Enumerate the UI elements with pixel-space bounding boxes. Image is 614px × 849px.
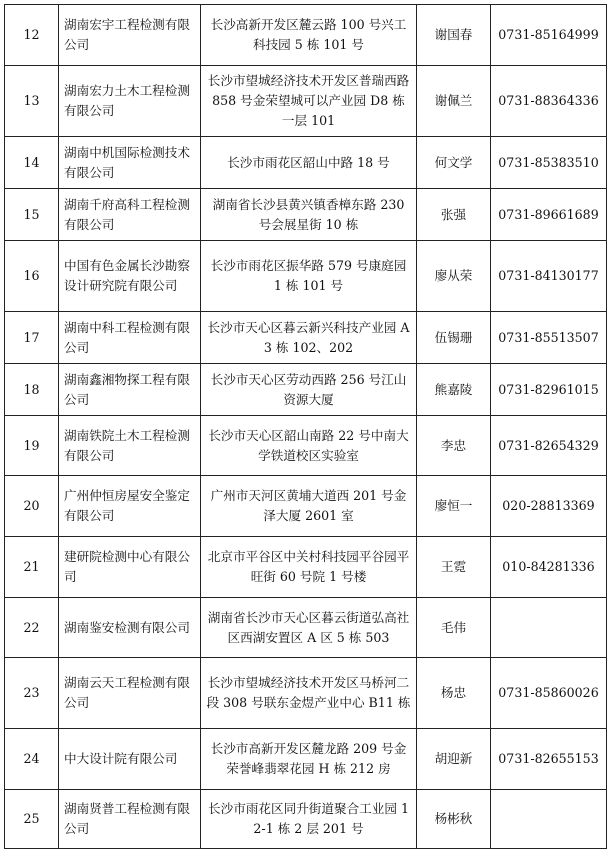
row-number: 25 <box>5 790 59 849</box>
phone-number: 0731-85383510 <box>491 137 607 189</box>
agency-name: 湖南中机国际检测技术有限公司 <box>59 137 201 189</box>
agency-address: 广州市天河区黄埔大道西 201 号金泽大厦 2601 室 <box>201 476 417 537</box>
phone-number <box>491 598 607 658</box>
phone-number: 0731-82961015 <box>491 364 607 416</box>
row-number: 18 <box>5 364 59 416</box>
agency-address: 长沙市天心区劳动西路 256 号江山资源大厦 <box>201 364 417 416</box>
row-number: 17 <box>5 312 59 364</box>
table-row <box>5 137 607 189</box>
table-row <box>5 364 607 416</box>
table-row <box>5 729 607 790</box>
agency-address: 长沙市天心区暮云新兴科技产业园 A3 栋 102、202 <box>201 312 417 364</box>
row-number: 22 <box>5 598 59 658</box>
contact-person: 杨彬秋 <box>417 790 491 849</box>
agency-address: 湖南省长沙市天心区暮云街道弘高社区西湖安置区 A 区 5 栋 503 <box>201 598 417 658</box>
phone-number: 0731-88364336 <box>491 66 607 137</box>
agency-address: 长沙市雨花区振华路 579 号康庭园 1 栋 101 号 <box>201 241 417 312</box>
row-number: 19 <box>5 416 59 476</box>
agency-name: 湖南千府高科工程检测有限公司 <box>59 189 201 241</box>
agency-name: 湖南云天工程检测有限公司 <box>59 658 201 729</box>
contact-person: 杨忠 <box>417 658 491 729</box>
agency-name: 广州仲恒房屋安全鉴定有限公司 <box>59 476 201 537</box>
row-number: 12 <box>5 5 59 66</box>
contact-person: 廖从荣 <box>417 241 491 312</box>
agency-address: 长沙市雨花区同升街道聚合工业园 12-1 栋 2 层 201 号 <box>201 790 417 849</box>
phone-number: 0731-85860026 <box>491 658 607 729</box>
contact-person: 胡迎新 <box>417 729 491 790</box>
testing-agency-table <box>4 4 607 849</box>
phone-number: 010-84281336 <box>491 537 607 598</box>
phone-number: 0731-82655153 <box>491 729 607 790</box>
row-number: 13 <box>5 66 59 137</box>
contact-person: 何文学 <box>417 137 491 189</box>
table-row <box>5 658 607 729</box>
agency-name: 中大设计院有限公司 <box>59 729 201 790</box>
contact-person: 伍锡珊 <box>417 312 491 364</box>
agency-address: 长沙市雨花区韶山中路 18 号 <box>201 137 417 189</box>
agency-name: 湖南贤普工程检测有限公司 <box>59 790 201 849</box>
agency-address: 长沙市望城经济技术开发区普瑞西路 858 号金荣望城可以产业园 D8 栋一层 101 <box>201 66 417 137</box>
table-row <box>5 66 607 137</box>
agency-address: 湖南省长沙县黄兴镇香樟东路 230 号会展星街 10 栋 <box>201 189 417 241</box>
row-number: 16 <box>5 241 59 312</box>
agency-name: 湖南宏力土木工程检测有限公司 <box>59 66 201 137</box>
contact-person: 廖恒一 <box>417 476 491 537</box>
phone-number: 0731-89661689 <box>491 189 607 241</box>
row-number: 20 <box>5 476 59 537</box>
agency-address: 长沙市高新开发区麓龙路 209 号金荣誉峰翡翠花园 H 栋 212 房 <box>201 729 417 790</box>
phone-number: 0731-85164999 <box>491 5 607 66</box>
agency-name: 湖南宏宇工程检测有限公司 <box>59 5 201 66</box>
table-row <box>5 189 607 241</box>
phone-number: 0731-85513507 <box>491 312 607 364</box>
table-body <box>5 5 607 849</box>
table-row <box>5 5 607 66</box>
agency-address: 北京市平谷区中关村科技园平谷园平旺街 60 号院 1 号楼 <box>201 537 417 598</box>
agency-address: 长沙高新开发区麓云路 100 号兴工科技园 5 栋 101 号 <box>201 5 417 66</box>
agency-name: 湖南鑫湘物探工程有限公司 <box>59 364 201 416</box>
contact-person: 李忠 <box>417 416 491 476</box>
row-number: 23 <box>5 658 59 729</box>
contact-person: 毛伟 <box>417 598 491 658</box>
phone-number: 020-28813369 <box>491 476 607 537</box>
table-row <box>5 416 607 476</box>
agency-address: 长沙市天心区韶山南路 22 号中南大学铁道校区实验室 <box>201 416 417 476</box>
agency-name: 建研院检测中心有限公司 <box>59 537 201 598</box>
phone-number: 0731-84130177 <box>491 241 607 312</box>
contact-person: 谢国春 <box>417 5 491 66</box>
row-number: 14 <box>5 137 59 189</box>
table-row <box>5 537 607 598</box>
row-number: 21 <box>5 537 59 598</box>
agency-name: 湖南中科工程检测有限公司 <box>59 312 201 364</box>
agency-name: 湖南铁院土木工程检测有限公司 <box>59 416 201 476</box>
table-row <box>5 312 607 364</box>
agency-address: 长沙市望城经济技术开发区马桥河二段 308 号联东金煜产业中心 B11 栋 <box>201 658 417 729</box>
phone-number: 0731-82654329 <box>491 416 607 476</box>
row-number: 24 <box>5 729 59 790</box>
table-row <box>5 476 607 537</box>
agency-name: 中国有色金属长沙勘察设计研究院有限公司 <box>59 241 201 312</box>
contact-person: 谢佩兰 <box>417 66 491 137</box>
row-number: 15 <box>5 189 59 241</box>
contact-person: 张强 <box>417 189 491 241</box>
table-row <box>5 598 607 658</box>
table-row <box>5 241 607 312</box>
agency-name: 湖南鉴安检测有限公司 <box>59 598 201 658</box>
contact-person: 王霓 <box>417 537 491 598</box>
contact-person: 熊嘉陵 <box>417 364 491 416</box>
